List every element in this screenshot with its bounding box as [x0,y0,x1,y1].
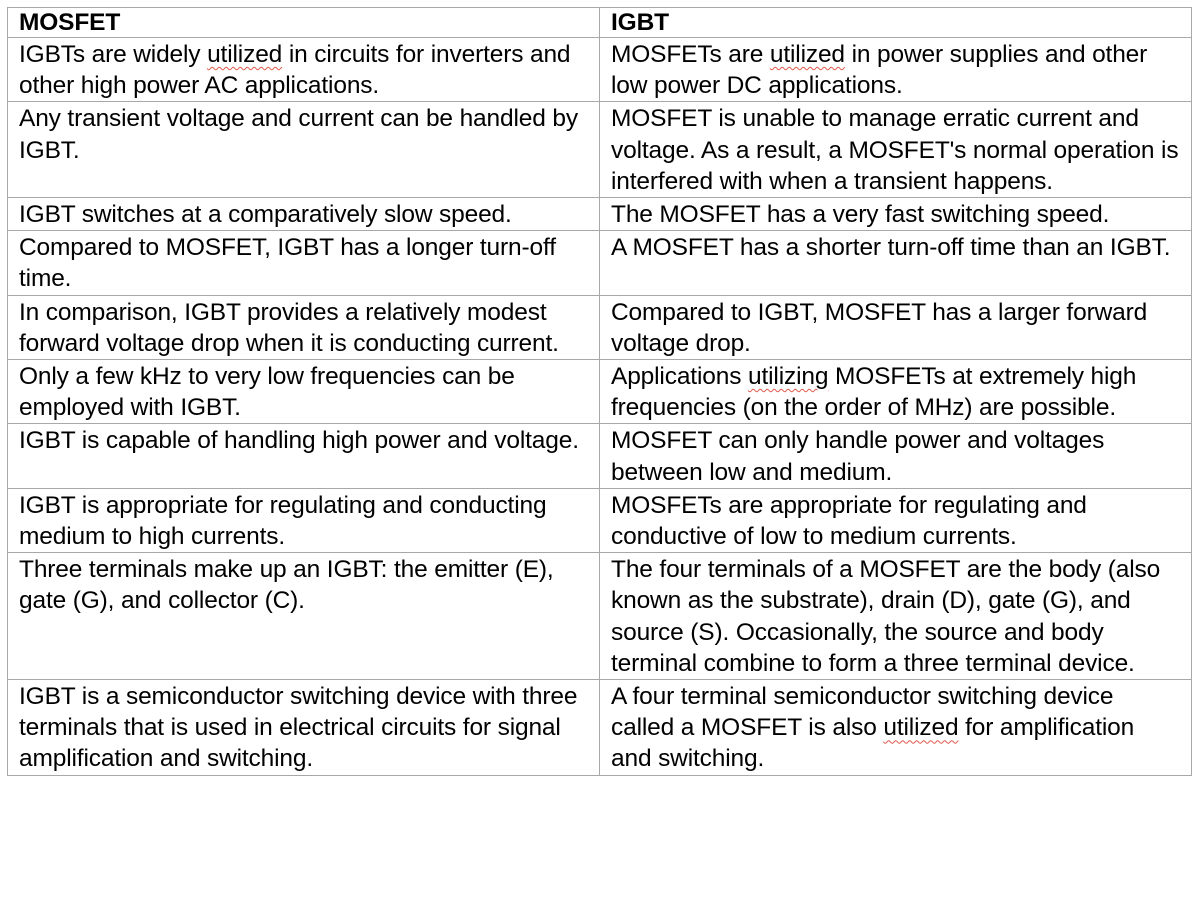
cell-text: in circuits for inverters and other high power AC applications. [19,41,571,100]
cell-text: in power supplies and other low power DC applications. [611,41,1148,100]
cell-text: Three terminals make up an IGBT: the emitter (E), gate (G), and collector (C). [19,556,554,615]
cell-right[interactable] [600,424,1192,488]
table-row [8,231,1192,295]
cell-text: The MOSFET has a very fast switching speed. [611,201,1110,229]
spellcheck-word: utilized [207,41,283,68]
cell-right[interactable] [600,360,1192,424]
cell-left[interactable] [8,295,600,359]
table-row [8,488,1192,552]
cell-text: IGBT is capable of handling high power and voltage. [19,427,579,455]
cell-text: Only a few kHz to very low frequencies can be employed with IGBT. [19,363,515,422]
cell-text: MOSFETs at extremely high frequencies (on the order of MHz) are possible. [611,363,1137,422]
header-cell-igbt: IGBT [600,8,1192,38]
cell-text: MOSFET can only handle power and voltages between low and medium. [611,427,1105,486]
cell-left[interactable] [8,231,600,295]
cell-text: IGBTs are widely [19,41,208,68]
cell-right[interactable] [600,102,1192,198]
cell-left[interactable] [8,553,600,680]
cell-text: IGBT is a semiconductor switching device with three terminals that is used in electrical circuits for signal amplification and switching. [19,683,578,773]
comparison-table [7,7,1192,776]
spellcheck-word: utilized [883,714,959,742]
cell-right[interactable] [600,231,1192,295]
cell-left[interactable] [8,488,600,552]
cell-right[interactable] [600,680,1192,776]
cell-left[interactable] [8,680,600,776]
cell-text: IGBT switches at a comparatively slow speed. [19,201,512,229]
table-row [8,102,1192,198]
spellcheck-word: utilized [769,41,845,68]
cell-text: A MOSFET has a shorter turn-off time than an IGBT. [611,234,1171,262]
cell-text: A four terminal semiconductor switching device called a MOSFET is also [611,683,1114,742]
cell-text: MOSFET is unable to manage erratic current and voltage. As a result, a MOSFET's normal operation is interfered with when a transient happens. [611,105,1179,195]
cell-text: Any transient voltage and current can be handled by IGBT. [19,105,578,164]
cell-left[interactable] [8,198,600,231]
table-row [8,295,1192,359]
cell-left[interactable] [8,38,600,102]
table-row [8,424,1192,488]
table-row [8,680,1192,776]
cell-text: Applications [611,363,748,391]
table-row [8,553,1192,680]
table-row [8,360,1192,424]
cell-right[interactable] [600,488,1192,552]
header-row [8,8,1192,38]
cell-text: MOSFETs are [611,41,770,68]
table-row [8,38,1192,102]
cell-left[interactable] [8,360,600,424]
cell-text: MOSFETs are appropriate for regulating and conductive of low to medium currents. [611,491,1087,551]
spellcheck-word: utilizing [747,363,829,391]
cell-left[interactable] [8,102,600,198]
cell-text: IGBT is appropriate for regulating and conducting medium to high currents. [19,491,547,551]
cell-right[interactable] [600,553,1192,680]
header-cell-mosfet: MOSFET [8,8,600,38]
cell-right[interactable] [600,295,1192,359]
cell-right[interactable] [600,38,1192,102]
cell-left[interactable] [8,424,600,488]
cell-text: In comparison, IGBT provides a relatively modest forward voltage drop when it is conducting current. [19,298,559,357]
cell-text: for amplification and switching. [611,714,1135,773]
cell-right[interactable] [600,198,1192,231]
cell-text: Compared to MOSFET, IGBT has a longer turn-off time. [19,234,556,293]
table-body [8,38,1192,776]
cell-text: The four terminals of a MOSFET are the body (also known as the substrate), drain (D), gate (G), and source (S). Occasionally, the source and body terminal combine to form a three terminal device. [611,556,1161,677]
table-row [8,198,1192,231]
cell-text: Compared to IGBT, MOSFET has a larger forward voltage drop. [611,298,1148,357]
